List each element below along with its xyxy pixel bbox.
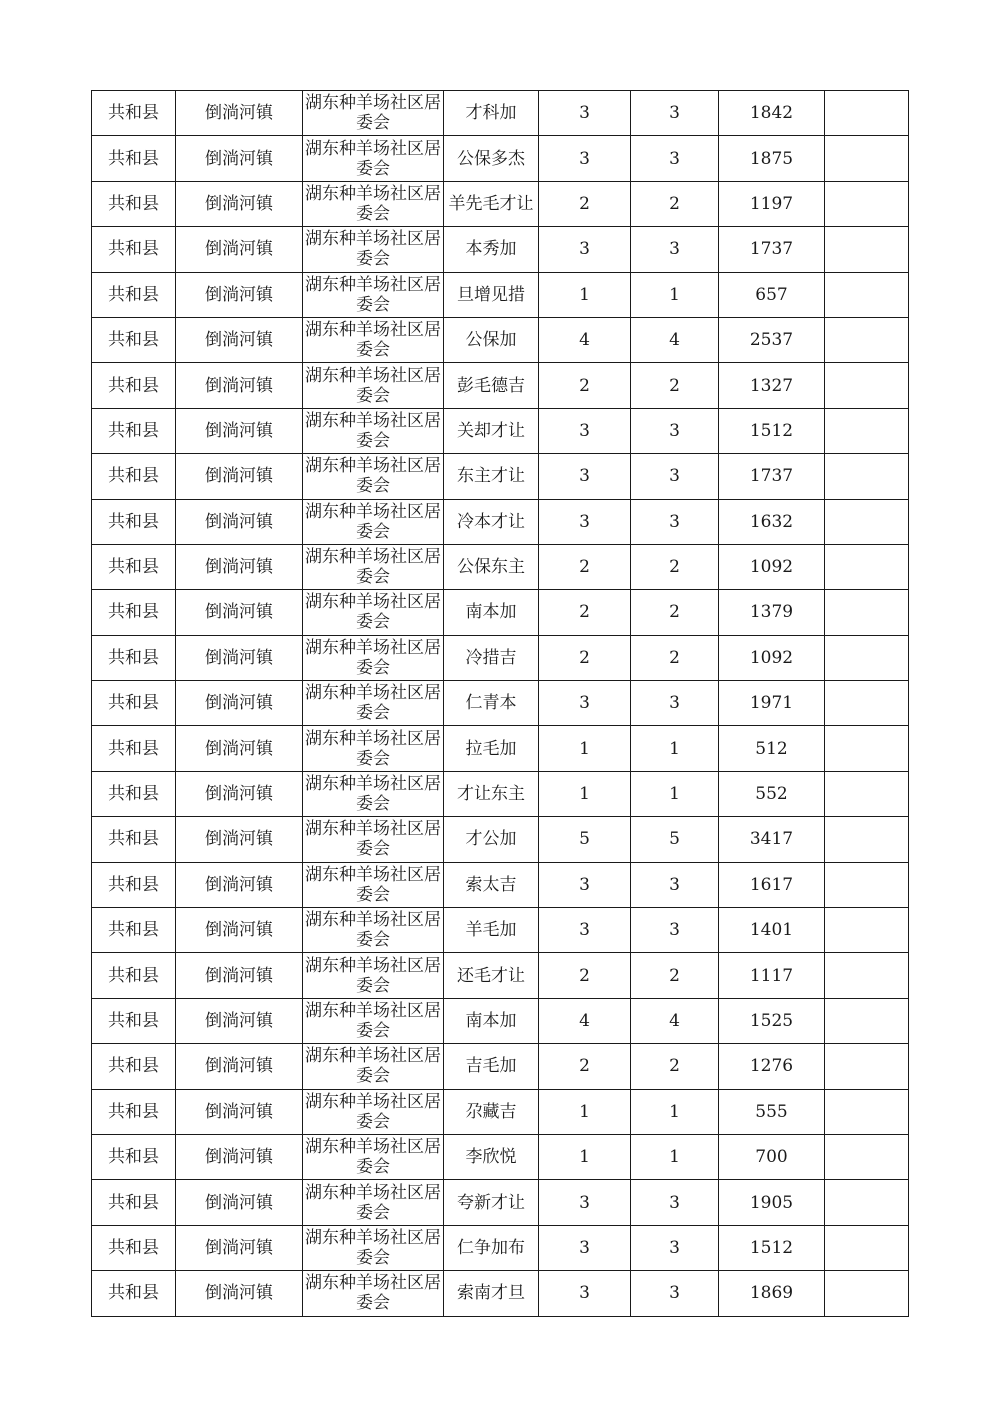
county-cell: 共和县 — [92, 998, 176, 1043]
amount-cell: 1197 — [719, 181, 825, 226]
note-cell — [825, 1134, 909, 1179]
table-row — [92, 1134, 909, 1179]
county-cell: 共和县 — [92, 1180, 176, 1225]
table-row — [92, 363, 909, 408]
county-cell: 共和县 — [92, 635, 176, 680]
amount-cell: 555 — [719, 1089, 825, 1134]
county-cell: 共和县 — [92, 272, 176, 317]
table-row — [92, 817, 909, 862]
town-cell: 倒淌河镇 — [176, 817, 303, 862]
people-cell: 3 — [631, 136, 719, 181]
town-cell: 倒淌河镇 — [176, 771, 303, 816]
amount-cell: 657 — [719, 272, 825, 317]
people-cell: 1 — [631, 1134, 719, 1179]
town-cell: 倒淌河镇 — [176, 317, 303, 362]
county-cell: 共和县 — [92, 726, 176, 771]
table-row — [92, 317, 909, 362]
name-cell: 南本加 — [444, 998, 539, 1043]
people-cell: 4 — [631, 317, 719, 362]
note-cell — [825, 499, 909, 544]
name-cell: 冷措吉 — [444, 635, 539, 680]
table-row — [92, 1271, 909, 1316]
community-cell: 湖东种羊场社区居委会 — [303, 91, 444, 136]
people-cell: 3 — [631, 908, 719, 953]
households-cell: 1 — [539, 1134, 631, 1179]
note-cell — [825, 1271, 909, 1316]
households-cell: 3 — [539, 681, 631, 726]
county-cell: 共和县 — [92, 1134, 176, 1179]
name-cell: 还毛才让 — [444, 953, 539, 998]
community-cell: 湖东种羊场社区居委会 — [303, 181, 444, 226]
note-cell — [825, 726, 909, 771]
community-cell: 湖东种羊场社区居委会 — [303, 499, 444, 544]
town-cell: 倒淌河镇 — [176, 862, 303, 907]
county-cell: 共和县 — [92, 1089, 176, 1134]
amount-cell: 1327 — [719, 363, 825, 408]
name-cell: 南本加 — [444, 590, 539, 635]
table-row — [92, 908, 909, 953]
county-cell: 共和县 — [92, 363, 176, 408]
people-cell: 2 — [631, 590, 719, 635]
amount-cell: 1842 — [719, 91, 825, 136]
county-cell: 共和县 — [92, 771, 176, 816]
town-cell: 倒淌河镇 — [176, 454, 303, 499]
name-cell: 东主才让 — [444, 454, 539, 499]
households-cell: 2 — [539, 1044, 631, 1089]
households-cell: 2 — [539, 544, 631, 589]
county-cell: 共和县 — [92, 227, 176, 272]
name-cell: 关却才让 — [444, 408, 539, 453]
people-cell: 3 — [631, 499, 719, 544]
note-cell — [825, 181, 909, 226]
community-cell: 湖东种羊场社区居委会 — [303, 590, 444, 635]
households-cell: 1 — [539, 726, 631, 771]
amount-cell: 1617 — [719, 862, 825, 907]
households-cell: 2 — [539, 590, 631, 635]
households-cell: 1 — [539, 771, 631, 816]
households-cell: 1 — [539, 1089, 631, 1134]
table-row — [92, 635, 909, 680]
town-cell: 倒淌河镇 — [176, 91, 303, 136]
amount-cell: 1905 — [719, 1180, 825, 1225]
community-cell: 湖东种羊场社区居委会 — [303, 227, 444, 272]
town-cell: 倒淌河镇 — [176, 953, 303, 998]
households-cell: 3 — [539, 862, 631, 907]
note-cell — [825, 317, 909, 362]
people-cell: 3 — [631, 227, 719, 272]
note-cell — [825, 91, 909, 136]
amount-cell: 1632 — [719, 499, 825, 544]
county-cell: 共和县 — [92, 681, 176, 726]
table-row — [92, 862, 909, 907]
households-cell: 2 — [539, 363, 631, 408]
county-cell: 共和县 — [92, 317, 176, 362]
people-cell: 2 — [631, 363, 719, 408]
households-cell: 1 — [539, 272, 631, 317]
note-cell — [825, 908, 909, 953]
table-row — [92, 953, 909, 998]
people-cell: 3 — [631, 408, 719, 453]
table-row — [92, 454, 909, 499]
note-cell — [825, 1089, 909, 1134]
table-row — [92, 1180, 909, 1225]
county-cell: 共和县 — [92, 136, 176, 181]
name-cell: 索太吉 — [444, 862, 539, 907]
amount-cell: 552 — [719, 771, 825, 816]
amount-cell: 1512 — [719, 1225, 825, 1270]
table-body — [92, 91, 909, 1317]
amount-cell: 1401 — [719, 908, 825, 953]
households-cell: 2 — [539, 635, 631, 680]
people-cell: 1 — [631, 726, 719, 771]
town-cell: 倒淌河镇 — [176, 1225, 303, 1270]
town-cell: 倒淌河镇 — [176, 272, 303, 317]
community-cell: 湖东种羊场社区居委会 — [303, 272, 444, 317]
county-cell: 共和县 — [92, 1271, 176, 1316]
community-cell: 湖东种羊场社区居委会 — [303, 771, 444, 816]
people-cell: 2 — [631, 953, 719, 998]
households-cell: 3 — [539, 91, 631, 136]
people-cell: 3 — [631, 681, 719, 726]
amount-cell: 1379 — [719, 590, 825, 635]
county-cell: 共和县 — [92, 544, 176, 589]
people-cell: 3 — [631, 454, 719, 499]
town-cell: 倒淌河镇 — [176, 726, 303, 771]
households-cell: 3 — [539, 1180, 631, 1225]
people-cell: 2 — [631, 544, 719, 589]
community-cell: 湖东种羊场社区居委会 — [303, 635, 444, 680]
note-cell — [825, 454, 909, 499]
table-row — [92, 998, 909, 1043]
note-cell — [825, 136, 909, 181]
community-cell: 湖东种羊场社区居委会 — [303, 1271, 444, 1316]
note-cell — [825, 590, 909, 635]
county-cell: 共和县 — [92, 1225, 176, 1270]
town-cell: 倒淌河镇 — [176, 681, 303, 726]
table-row — [92, 544, 909, 589]
amount-cell: 1092 — [719, 544, 825, 589]
table-row — [92, 1089, 909, 1134]
subsidy-table — [91, 90, 909, 1317]
community-cell: 湖东种羊场社区居委会 — [303, 1225, 444, 1270]
amount-cell: 1737 — [719, 227, 825, 272]
people-cell: 3 — [631, 91, 719, 136]
county-cell: 共和县 — [92, 590, 176, 635]
town-cell: 倒淌河镇 — [176, 499, 303, 544]
amount-cell: 2537 — [719, 317, 825, 362]
community-cell: 湖东种羊场社区居委会 — [303, 1134, 444, 1179]
name-cell: 仁青本 — [444, 681, 539, 726]
table-row — [92, 1044, 909, 1089]
people-cell: 2 — [631, 181, 719, 226]
households-cell: 3 — [539, 454, 631, 499]
note-cell — [825, 998, 909, 1043]
households-cell: 3 — [539, 136, 631, 181]
county-cell: 共和县 — [92, 953, 176, 998]
households-cell: 2 — [539, 181, 631, 226]
community-cell: 湖东种羊场社区居委会 — [303, 1180, 444, 1225]
name-cell: 才公加 — [444, 817, 539, 862]
county-cell: 共和县 — [92, 862, 176, 907]
community-cell: 湖东种羊场社区居委会 — [303, 998, 444, 1043]
amount-cell: 1869 — [719, 1271, 825, 1316]
people-cell: 1 — [631, 771, 719, 816]
county-cell: 共和县 — [92, 181, 176, 226]
community-cell: 湖东种羊场社区居委会 — [303, 862, 444, 907]
town-cell: 倒淌河镇 — [176, 998, 303, 1043]
amount-cell: 1512 — [719, 408, 825, 453]
table-row — [92, 681, 909, 726]
county-cell: 共和县 — [92, 817, 176, 862]
table-row — [92, 590, 909, 635]
note-cell — [825, 771, 909, 816]
county-cell: 共和县 — [92, 454, 176, 499]
community-cell: 湖东种羊场社区居委会 — [303, 454, 444, 499]
town-cell: 倒淌河镇 — [176, 408, 303, 453]
households-cell: 3 — [539, 499, 631, 544]
people-cell: 2 — [631, 1044, 719, 1089]
community-cell: 湖东种羊场社区居委会 — [303, 363, 444, 408]
table-row — [92, 272, 909, 317]
county-cell: 共和县 — [92, 1044, 176, 1089]
town-cell: 倒淌河镇 — [176, 363, 303, 408]
community-cell: 湖东种羊场社区居委会 — [303, 817, 444, 862]
town-cell: 倒淌河镇 — [176, 181, 303, 226]
table-row — [92, 136, 909, 181]
name-cell: 索南才旦 — [444, 1271, 539, 1316]
community-cell: 湖东种羊场社区居委会 — [303, 726, 444, 771]
name-cell: 冷本才让 — [444, 499, 539, 544]
county-cell: 共和县 — [92, 408, 176, 453]
amount-cell: 1117 — [719, 953, 825, 998]
name-cell: 羊毛加 — [444, 908, 539, 953]
town-cell: 倒淌河镇 — [176, 136, 303, 181]
people-cell: 3 — [631, 1180, 719, 1225]
note-cell — [825, 862, 909, 907]
people-cell: 5 — [631, 817, 719, 862]
households-cell: 3 — [539, 1271, 631, 1316]
name-cell: 仁争加布 — [444, 1225, 539, 1270]
table-row — [92, 1225, 909, 1270]
households-cell: 4 — [539, 317, 631, 362]
note-cell — [825, 1225, 909, 1270]
community-cell: 湖东种羊场社区居委会 — [303, 953, 444, 998]
note-cell — [825, 363, 909, 408]
community-cell: 湖东种羊场社区居委会 — [303, 908, 444, 953]
name-cell: 羊先毛才让 — [444, 181, 539, 226]
amount-cell: 3417 — [719, 817, 825, 862]
name-cell: 才科加 — [444, 91, 539, 136]
community-cell: 湖东种羊场社区居委会 — [303, 544, 444, 589]
people-cell: 2 — [631, 635, 719, 680]
households-cell: 3 — [539, 908, 631, 953]
community-cell: 湖东种羊场社区居委会 — [303, 408, 444, 453]
town-cell: 倒淌河镇 — [176, 635, 303, 680]
town-cell: 倒淌河镇 — [176, 1044, 303, 1089]
people-cell: 1 — [631, 272, 719, 317]
name-cell: 旦增见措 — [444, 272, 539, 317]
households-cell: 4 — [539, 998, 631, 1043]
people-cell: 3 — [631, 1225, 719, 1270]
county-cell: 共和县 — [92, 499, 176, 544]
households-cell: 5 — [539, 817, 631, 862]
town-cell: 倒淌河镇 — [176, 227, 303, 272]
people-cell: 3 — [631, 1271, 719, 1316]
table-row — [92, 91, 909, 136]
households-cell: 3 — [539, 227, 631, 272]
name-cell: 彭毛德吉 — [444, 363, 539, 408]
table-row — [92, 227, 909, 272]
name-cell: 拉毛加 — [444, 726, 539, 771]
name-cell: 李欣悦 — [444, 1134, 539, 1179]
table-row — [92, 408, 909, 453]
name-cell: 本秀加 — [444, 227, 539, 272]
town-cell: 倒淌河镇 — [176, 1089, 303, 1134]
name-cell: 尕藏吉 — [444, 1089, 539, 1134]
town-cell: 倒淌河镇 — [176, 1134, 303, 1179]
name-cell: 公保多杰 — [444, 136, 539, 181]
name-cell: 吉毛加 — [444, 1044, 539, 1089]
community-cell: 湖东种羊场社区居委会 — [303, 136, 444, 181]
table-row — [92, 181, 909, 226]
town-cell: 倒淌河镇 — [176, 908, 303, 953]
table-row — [92, 771, 909, 816]
note-cell — [825, 1044, 909, 1089]
note-cell — [825, 272, 909, 317]
note-cell — [825, 635, 909, 680]
note-cell — [825, 681, 909, 726]
amount-cell: 700 — [719, 1134, 825, 1179]
note-cell — [825, 817, 909, 862]
note-cell — [825, 953, 909, 998]
households-cell: 2 — [539, 953, 631, 998]
people-cell: 4 — [631, 998, 719, 1043]
table-row — [92, 499, 909, 544]
town-cell: 倒淌河镇 — [176, 544, 303, 589]
name-cell: 公保东主 — [444, 544, 539, 589]
name-cell: 夸新才让 — [444, 1180, 539, 1225]
community-cell: 湖东种羊场社区居委会 — [303, 317, 444, 362]
amount-cell: 512 — [719, 726, 825, 771]
households-cell: 3 — [539, 408, 631, 453]
name-cell: 才让东主 — [444, 771, 539, 816]
people-cell: 3 — [631, 862, 719, 907]
note-cell — [825, 544, 909, 589]
table-row — [92, 726, 909, 771]
note-cell — [825, 408, 909, 453]
people-cell: 1 — [631, 1089, 719, 1134]
county-cell: 共和县 — [92, 91, 176, 136]
town-cell: 倒淌河镇 — [176, 1180, 303, 1225]
note-cell — [825, 1180, 909, 1225]
households-cell: 3 — [539, 1225, 631, 1270]
community-cell: 湖东种羊场社区居委会 — [303, 681, 444, 726]
community-cell: 湖东种羊场社区居委会 — [303, 1044, 444, 1089]
town-cell: 倒淌河镇 — [176, 590, 303, 635]
amount-cell: 1875 — [719, 136, 825, 181]
amount-cell: 1971 — [719, 681, 825, 726]
amount-cell: 1276 — [719, 1044, 825, 1089]
amount-cell: 1092 — [719, 635, 825, 680]
note-cell — [825, 227, 909, 272]
county-cell: 共和县 — [92, 908, 176, 953]
town-cell: 倒淌河镇 — [176, 1271, 303, 1316]
amount-cell: 1525 — [719, 998, 825, 1043]
community-cell: 湖东种羊场社区居委会 — [303, 1089, 444, 1134]
name-cell: 公保加 — [444, 317, 539, 362]
amount-cell: 1737 — [719, 454, 825, 499]
